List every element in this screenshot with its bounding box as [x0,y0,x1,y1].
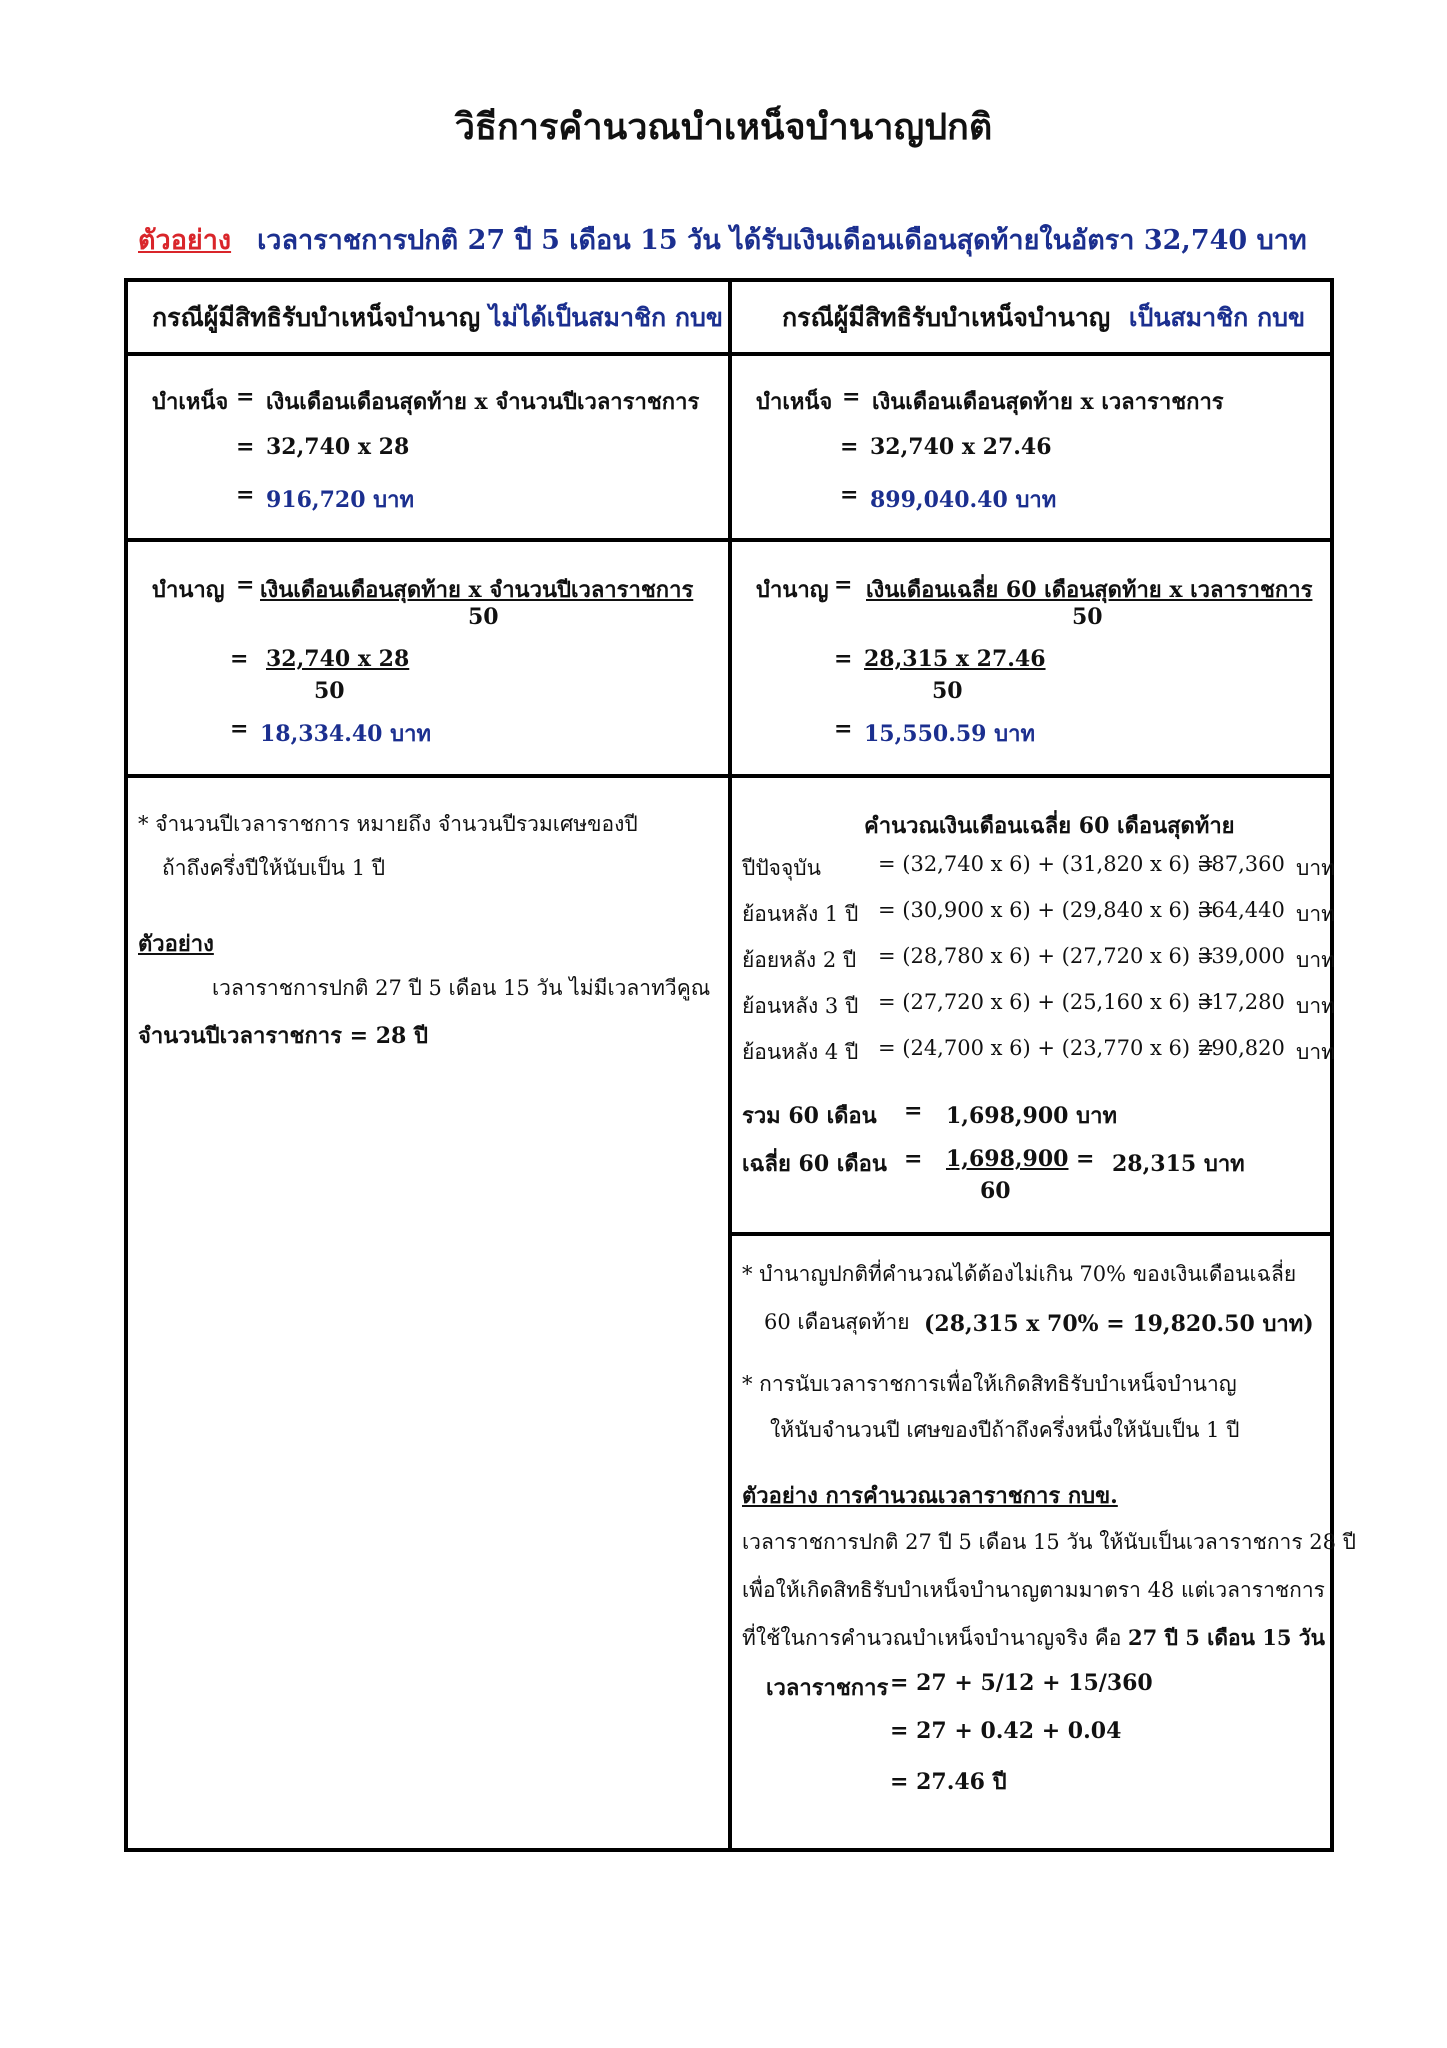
right-monthly-step1: 28,315 x 27.46 [864,646,1046,672]
right-ex-line1: เวลาราชการปกติ 27 ปี 5 เดือน 15 วัน ให้นับเป็นเวลาราชการ 28 ปี [742,1530,1357,1554]
right-ex-line2: เพื่อให้เกิดสิทธิรับบำเหน็จบำนาญตามมาตรา 48 แต่เวลาราชการ [742,1578,1325,1602]
left-note-example-text: เวลาราชการปกติ 27 ปี 5 เดือน 15 วัน ไม่มีเวลาทวีคูณ [212,976,711,1000]
left-monthly-eq: = [236,572,255,598]
left-lump-result: 916,720 บาท [266,487,414,513]
left-monthly-result-eq: = [230,716,249,742]
right-lump-eq: = [842,384,861,410]
avg-total-eq: = [904,1098,923,1124]
avg-eq: = [904,1146,923,1172]
left-monthly-label: บำนาญ [152,577,225,603]
example-line [138,218,1307,261]
left-monthly-result: 18,334.40 บาท [260,721,431,747]
page-title: วิธีการคำนวณบำเหน็จบำนาญปกติ [454,106,993,148]
left-monthly-step1-divisor: 50 [314,678,345,704]
right-calc-label: เวลาราชการ [766,1675,889,1701]
right-monthly-divisor: 50 [1072,604,1103,630]
right-lump-result-eq: = [840,482,859,508]
left-monthly-divisor: 50 [468,604,499,630]
avg-label: เฉลี่ย 60 เดือน [742,1151,887,1177]
example-label: ตัวอย่าง [138,225,232,256]
right-note1-calc: (28,315 x 70% = 19,820.50 บาท) [924,1311,1314,1337]
left-lump-eq: = [236,384,255,410]
avg-value: 28,315 บาท [1112,1151,1245,1177]
avg-total-label: รวม 60 เดือน [742,1103,877,1129]
right-calc-step1: = 27 + 5/12 + 15/360 [890,1670,1153,1696]
right-lump-result: 899,040.40 บาท [870,487,1057,513]
avg-total-value: 1,698,900 บาท [946,1103,1117,1129]
avg-numerator: 1,698,900 [946,1146,1069,1172]
table-header-divider [124,352,1334,356]
right-note2-line2: ให้นับจำนวนปี เศษของปีถ้าถึงครึ่งหนึ่งให้นับเป็น 1 ปี [770,1418,1240,1442]
table-column-divider [728,278,732,1852]
right-example-label: ตัวอย่าง การคำนวณเวลาราชการ กบข. [742,1483,1118,1509]
right-lump-label: บำเหน็จ [756,389,833,415]
right-lump-step1: 32,740 x 27.46 [870,434,1052,460]
table-row-divider-1 [124,538,1334,542]
right-note1-line2: 60 เดือนสุดท้าย [764,1310,910,1334]
left-note-example-label: ตัวอย่าง [138,931,214,957]
left-lump-step1: 32,740 x 28 [266,434,410,460]
avg-divisor: 60 [980,1178,1011,1204]
right-note1-line1: * บำนาญปกติที่คำนวณได้ต้องไม่เกิน 70% ของเงินเดือนเฉลี่ย [742,1262,1297,1286]
left-monthly-formula: เงินเดือนเดือนสุดท้าย x จำนวนปีเวลาราชการ [260,577,694,603]
right-monthly-step1-eq: = [834,646,853,672]
left-note-result: จำนวนปีเวลาราชการ = 28 ปี [138,1023,428,1049]
left-lump-result-eq: = [236,482,255,508]
right-calc-step2: = 27 + 0.42 + 0.04 [890,1718,1122,1744]
left-header: กรณีผู้มีสิทธิรับบำเหน็จบำนาญ ไม่ได้เป็นสมาชิก กบข [152,303,723,332]
right-monthly-formula: เงินเดือนเฉลี่ย 60 เดือนสุดท้าย x เวลาราชการ [866,577,1313,603]
right-calc-step3: = 27.46 ปี [890,1769,1007,1795]
table-row-divider-2 [124,774,1334,778]
right-note2-line1: * การนับเวลาราชการเพื่อให้เกิดสิทธิรับบำเหน็จบำนาญ [742,1372,1237,1396]
left-lump-formula: เงินเดือนเดือนสุดท้าย x จำนวนปีเวลาราชการ [266,389,700,415]
left-lump-label: บำเหน็จ [152,389,229,415]
left-monthly-step1-eq: = [230,646,249,672]
right-lump-formula: เงินเดือนเดือนสุดท้าย x เวลาราชการ [872,389,1224,415]
left-lump-step1-eq: = [236,434,255,460]
left-monthly-step1: 32,740 x 28 [266,646,410,672]
avg-calc-title: คำนวณเงินเดือนเฉลี่ย 60 เดือนสุดท้าย [864,813,1235,839]
right-avg-divider [728,1232,1334,1236]
left-note-line2: ถ้าถึงครึ่งปีให้นับเป็น 1 ปี [162,856,386,880]
avg-eq2: = [1076,1146,1095,1172]
right-monthly-result-eq: = [834,716,853,742]
right-monthly-result: 15,550.59 บาท [864,721,1035,747]
left-note-line1: * จำนวนปีเวลาราชการ หมายถึง จำนวนปีรวมเศษของปี [138,812,638,836]
right-monthly-step1-divisor: 50 [932,678,963,704]
example-text: เวลาราชการปกติ 27 ปี 5 เดือน 15 วัน ได้รับเงินเดือนเดือนสุดท้ายในอัตรา 32,740 บาท [257,225,1307,256]
right-header: กรณีผู้มีสิทธิรับบำเหน็จบำนาญ เป็นสมาชิก กบข [782,303,1306,332]
right-lump-step1-eq: = [840,434,859,460]
right-monthly-label: บำนาญ [756,577,829,603]
right-monthly-eq: = [834,572,853,598]
right-ex-line3: ที่ใช้ในการคำนวณบำเหน็จบำนาญจริง คือ 27 ปี 5 เดือน 15 วัน [742,1625,1325,1650]
